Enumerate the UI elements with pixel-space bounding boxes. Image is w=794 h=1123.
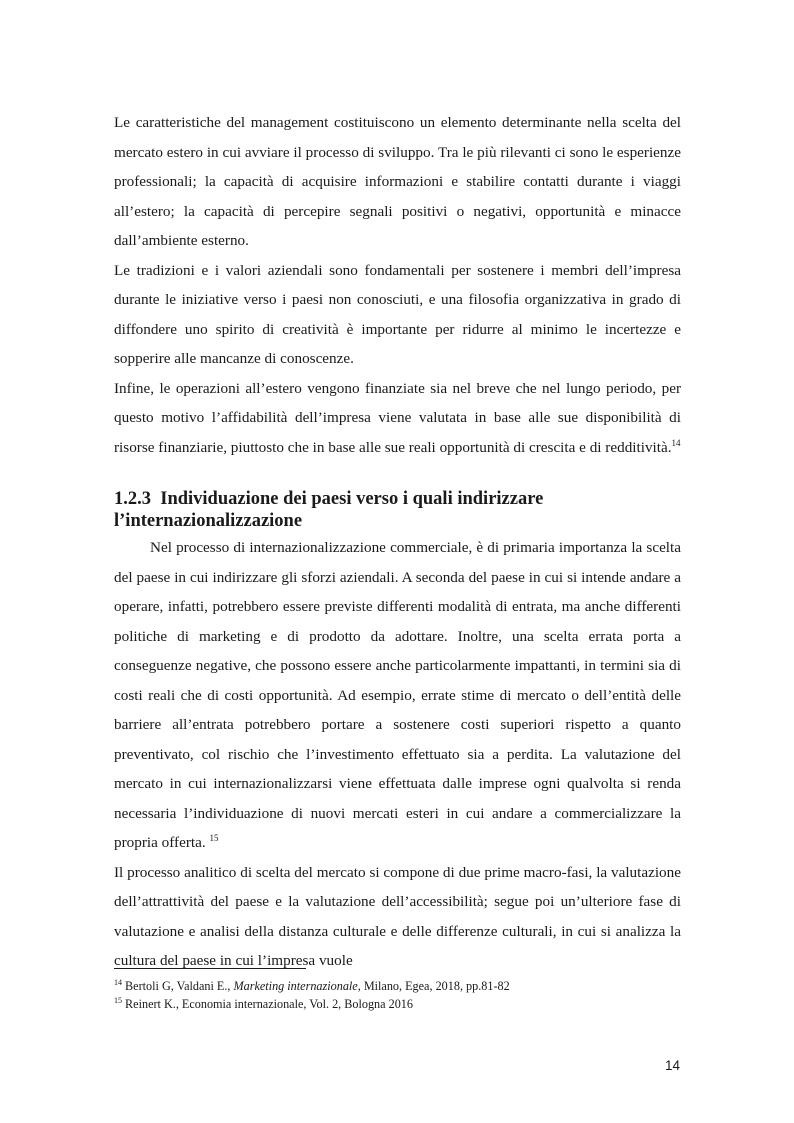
footnote-mark-14: 14 [114,977,122,987]
paragraph-management: Le caratteristiche del management costituiscono un elemento determinante nella scelta del mercato estero in cui avviare il processo di sviluppo. Tra le più rilevanti ci sono le esperienze professionali; la capacità di acquisire informazioni e stabilire contatti durante i viaggi all’estero; la capacità di percepire segnali positivi o negativi, opportunità e minacce dall’ambiente esterno. [114,114,681,249]
footnotes [114,977,681,1013]
section-heading [114,488,681,532]
paragraph-analysis: Il processo analitico di scelta del mercato si compone di due prime macro-fasi, la valutazione dell’attrattività del paese e la valutazione dell’accessibilità; segue poi un’ulteriore fase di valutazione e analisi della distanza culturale e delle differenze culturali, in cui si analizza la cultura del paese in cui l’impresa vuole [114,863,681,969]
footnote-reference-15[interactable]: 15 [209,832,219,843]
footnote-15-text: Reinert K., Economia internazionale, Vol. 2, Bologna 2016 [122,997,413,1011]
footnote-separator [114,968,306,969]
paragraph-finance-text: Infine, le operazioni all’estero vengono finanziate sia nel breve che nel lungo periodo, per questo motivo l’affidabilità dell’impresa viene valutata in base alle sue disponibilità di risorse finanziarie, piuttosto che in base alle sue reali opportunità di crescita e di redditività. [114,379,681,456]
footnote-15 [114,995,681,1013]
footnote-14 [114,977,681,995]
body-text-section [114,533,681,976]
section-title: Individuazione dei paesi verso i quali indirizzare l’internazionalizzazione [114,489,544,531]
paragraph-finance [114,374,681,463]
section-number: 1.2.3 [114,489,151,509]
footnote-14-before: Bertoli G, Valdani E., [122,979,234,993]
footnote-14-after: , Milano, Egea, 2018, pp.81-82 [357,979,510,993]
paragraph-process-text: Nel processo di internazionalizzazione commerciale, è di primaria importanza la scelta del paese in cui indirizzare gli sforzi aziendali. A seconda del paese in cui si intende andare a operare, infatti, potrebbero essere previste differenti modalità di entrata, ma anche differenti politiche di marketing e di prodotto da adottare. Inoltre, una scelta errata porta a conseguenze negative, che possono essere anche particolarmente impattanti, in termini sia di costi reali che di costi opportunità. Ad esempio, errate stime di mercato o dell’entità delle barriere all’entrata potrebbero portare a sostenere costi superiori rispetto a quanto preventivato, col rischio che l’investimento effettuato sia a perdita. La valutazione del mercato in cui internazionalizzarsi viene effettuata dalle imprese ogni qualvolta si renda necessaria l’individuazione di nuovi mercati esteri in cui andare a commercializzare la propria offerta. [114,539,681,851]
paragraph-process [114,533,681,858]
footnote-mark-15: 15 [114,995,122,1005]
body-text-top [114,108,681,462]
footnote-reference-14[interactable]: 14 [671,437,681,448]
footnote-14-title: Marketing internazionale [233,979,358,993]
page-number: 14 [664,1058,680,1073]
paragraph-traditions: Le tradizioni e i valori aziendali sono fondamentali per sostenere i membri dell’impresa durante le iniziative verso i paesi non conosciuti, e una filosofia organizzativa in grado di diffondere uno spirito di creatività è importante per ridurre al minimo le incertezze e sopperire alle mancanze di conoscenze. [114,261,681,367]
